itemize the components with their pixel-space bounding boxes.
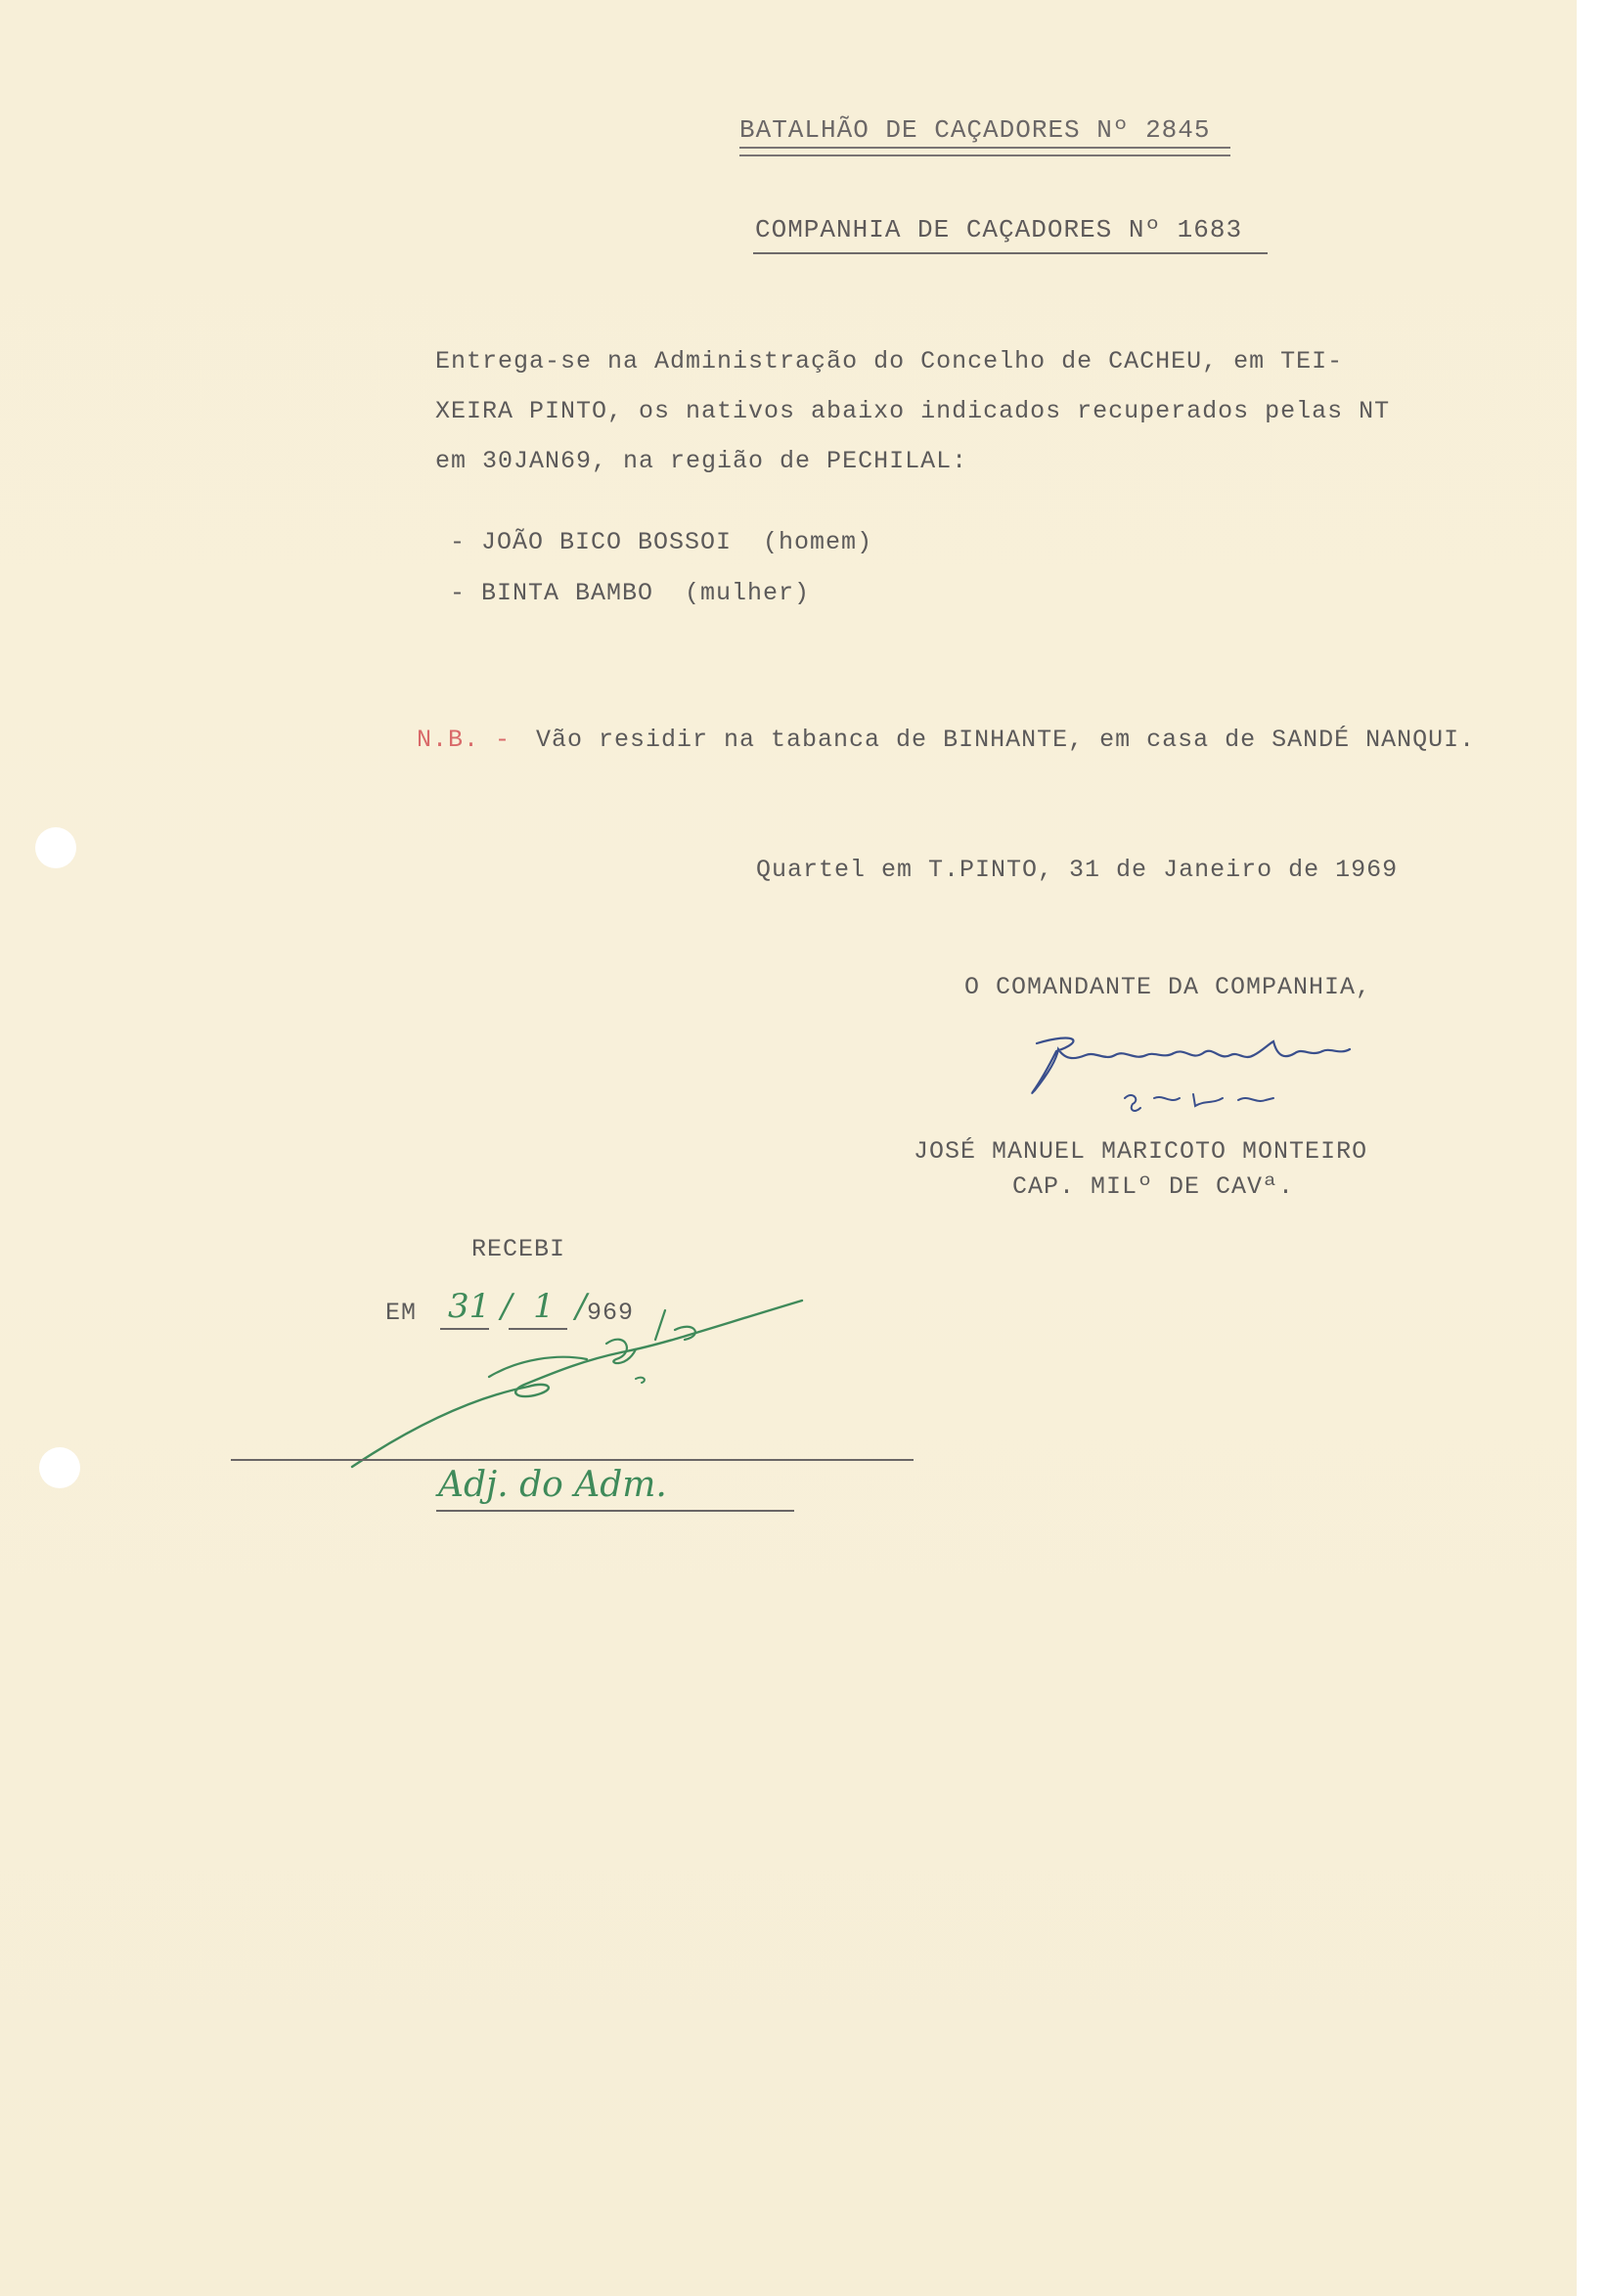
receipt-date-handwritten: 31 / 1 / bbox=[448, 1287, 587, 1326]
commander-signature bbox=[1017, 1022, 1389, 1120]
receipt-label: RECEBI bbox=[471, 1235, 566, 1263]
receipt-date-prefix: EM bbox=[385, 1299, 418, 1327]
double-underline bbox=[739, 147, 1230, 156]
commander-rank: CAP. MILº DE CAVª. bbox=[1012, 1172, 1295, 1201]
body-line-1: Entrega-se na Administração do Concelho de CACHEU, em TEI- bbox=[435, 347, 1344, 375]
company-heading: COMPANHIA DE CAÇADORES Nº 1683 bbox=[755, 215, 1243, 244]
commander-title: O COMANDANTE DA COMPANHIA, bbox=[964, 973, 1372, 1001]
punch-hole-top bbox=[35, 827, 76, 868]
signature-underline bbox=[436, 1510, 794, 1512]
punch-hole-bottom bbox=[39, 1447, 80, 1488]
receipt-date-year: 969 bbox=[587, 1299, 635, 1327]
scan-edge bbox=[1577, 0, 1606, 2296]
person-item-2: - BINTA BAMBO (mulher) bbox=[450, 579, 811, 607]
signature-line bbox=[231, 1459, 914, 1461]
receipt-signature-text: Adj. do Adm. bbox=[438, 1465, 667, 1505]
note-text: Vão residir na tabanca de BINHANTE, em casa de SANDÉ NANQUI. bbox=[536, 726, 1476, 754]
commander-name: JOSÉ MANUEL MARICOTO MONTEIRO bbox=[914, 1137, 1368, 1166]
company-underline bbox=[753, 252, 1268, 254]
note-label: N.B. - bbox=[417, 726, 512, 754]
person-item-1: - JOÃO BICO BOSSOI (homem) bbox=[450, 528, 873, 556]
battalion-heading: BATALHÃO DE CAÇADORES Nº 2845 bbox=[739, 115, 1211, 145]
body-line-3: em 30JAN69, na região de PECHILAL: bbox=[435, 447, 968, 475]
place-date: Quartel em T.PINTO, 31 de Janeiro de 1969 bbox=[756, 856, 1399, 884]
body-line-2: XEIRA PINTO, os nativos abaixo indicados recuperados pelas NT bbox=[435, 397, 1391, 425]
receipt-signature bbox=[333, 1291, 822, 1486]
